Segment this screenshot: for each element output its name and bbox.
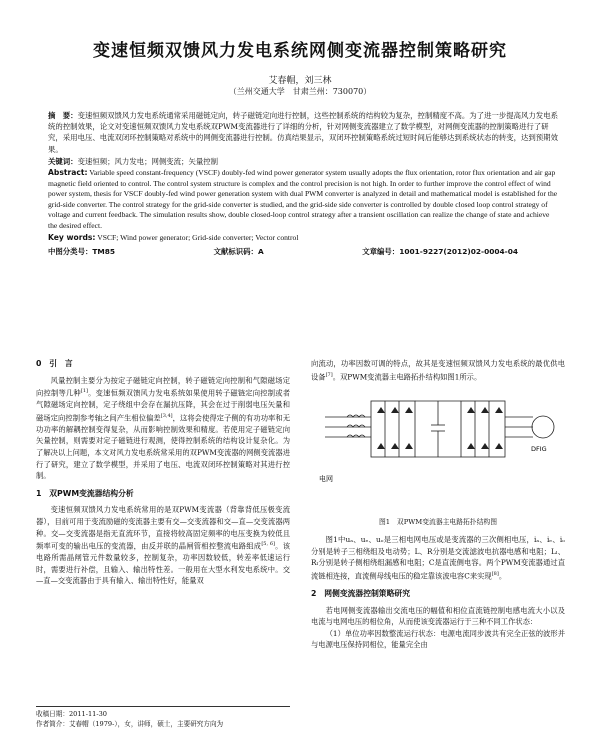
section-1-paragraph: 变速恒频双馈风力发电系统常用的是双PWM变流器（背靠背低压极变流器），目前可用于变流励磁的变流器主要有交—交变流器和交—直—交变流器两种。交—交变流器是指无直流环节，直接将较高固定频率的电压变换为较低且频率可变的输出电压的变流器，由反并联的晶闸管相控整流电路组成[5, 6]。该电路所需晶闸管元件数量较多，控制复杂，功率因数较低，转差率低速运行时，需要进行补偿，且输入、输出特性差。一般用在大型水利发电系统中。交—直—交变流器由于具有输入、输出特性好，能量双 — [36, 505, 290, 586]
right-paragraph-1: 向流动，功率因数可调的特点，故其是变速恒频双馈风力发电系统的最优供电设备[7]。双PWM变流器主电路拓扑结构如图1所示。 — [311, 359, 565, 382]
abstract-en-label: Abstract: — [48, 168, 88, 178]
keywords-en-text: VSCF; Wind power generator; Grid-side converter; Vector control — [97, 232, 299, 242]
section-1-heading: 1 双PWM变流器结构分析 — [36, 488, 134, 498]
generator-label: DFIG — [531, 444, 547, 453]
abstract-cn-text: 变速恒频双馈风力发电系统通常采用磁链定向，转子磁链定向进行控制，这些控制系统的结构较为复杂，控制精度不高。为了进一步提高风力发电系统的控制效果，论文对变速恒频双馈风力发电系统双PWM变流器进行了详细的分析，针对网侧变流器建立了数学模型，对网侧变流器的控制策略进行了研究，采用电压、电流双闭环控制策略对系统中的网侧变流器进行控制。仿真结果显示，双闭环控制策略系统过短时间后能够达到系统状态的转变，达到预期效果。 — [48, 111, 558, 154]
circuit-diagram — [311, 387, 565, 515]
affiliation: （兰州交通大学 甘肃兰州：730070） — [228, 87, 372, 96]
abstract-cn — [48, 110, 560, 155]
citation: [3,4] — [160, 412, 173, 419]
section-0-heading: 0 引 言 — [36, 359, 73, 368]
document-code: 文献标识码：A — [213, 247, 264, 257]
article-number: 文章编号：1001-9227(2012)02-0004-04 — [362, 247, 518, 257]
left-column — [36, 358, 290, 587]
citation: [1] — [80, 388, 88, 395]
section-2-paragraph-1: 若电网侧变流器输出交流电压的幅值和相位直流链控制电感电流大小以及电流与电网电压的相位角，从而使该变流器运行于三种不同工作状态： — [311, 605, 565, 627]
keywords-cn-label: 关键词： — [48, 156, 78, 166]
citation: [7] — [325, 371, 333, 378]
paper-title: 变速恒频双馈风力发电系统网侧变流器控制策略研究 — [93, 41, 507, 61]
footnote-author-bio: 作者简介：艾春帽（1979-），女，讲师，硕士，主要研究方向为 — [36, 720, 224, 728]
figure-1-caption: 图1 双PWM变流器主电路拓扑结构图 — [379, 517, 497, 526]
right-column — [311, 358, 565, 651]
section-0-paragraph: 风量控制主要分为按定子磁链定向控制，转子磁链定向控制和气隙磁场定向控制等几种[1]。变速恒频双馈风力发电系统如果使用转子磁链定向控制或者气隙磁场定向控制，定子绕组中会存在漏抗压降，其会在过于削弱电压矢量和磁场定向控制参考轴之间产生相位偏差[3,4]，这将会使得定子侧的有功功率和无功功率的解耦控制变得复杂，从而影响控制效果和精度。若使用定子磁链定向矢量控制，则需要对定子磁链进行观测，使得控制系统的结构设计复杂化。为了解决以上问题，本文对风力发电系统常采用的双PWM变流器的网侧变流器进行了研究，建立了数学模型，并采用了电压、电流双闭环控制策略对其进行控制。 — [36, 375, 291, 481]
keywords-cn-text: 变速恒频；风力发电；网侧变流；矢量控制 — [77, 156, 219, 166]
section-2-heading: 2 网侧变流器控制策略研究 — [311, 589, 410, 598]
abstract-block — [48, 110, 560, 257]
abstract-cn-label: 摘 要： — [48, 111, 78, 120]
class-number: 中图分类号：TM85 — [48, 247, 116, 257]
grid-label: 电网 — [319, 474, 333, 483]
keywords-en — [48, 233, 560, 244]
footnote-received-date: 收稿日期：2011-11-30 — [36, 710, 107, 718]
citation: [8] — [491, 570, 499, 577]
authors: 艾春帽，刘三林 — [268, 76, 332, 86]
figure-1-circuit — [311, 387, 565, 515]
article-meta — [48, 246, 518, 257]
abstract-en-text: Variable speed constant-frequency (VSCF) doubly-fed wind power generator system usually adopts the flux orientation, rotor flux orientation and air gap magnetic field oriented to control. The control system structure is complex and the control precision is not high. In order to further improve the control effect of wind power system, thesis for VSCF doubly-fed wind power generation system with dual PWM converter is analyzed in detail and mathematical model is established for the grid-side converter. The control strategy for the grid-side converter is studied, and the grid-side side converter is controlled by double closed loop control strategy of voltage and current feedback. The simulation results show, double closed-loop control strategy after a transient oscillation can realize the change of state and achieve the desired effect. — [48, 168, 558, 230]
keywords-cn — [48, 156, 560, 167]
abstract-en — [48, 168, 560, 232]
citation: [5, 6] — [261, 541, 275, 548]
footnote — [36, 706, 290, 729]
section-2-paragraph-2: （1）单位功率因数整流运行状态：电源电流同步波共有完全正弦的波形并与电源电压保持同相位，能量完全由 — [311, 628, 565, 650]
keywords-en-label: Key words: — [48, 232, 96, 242]
right-paragraph-2: 图1中uₐ、uₑ、uₒ是三相电网电压或是变流器的三次侧相电压，iₐ、iₑ、iₒ分别是转子三相绕组及电动势；L、R分别是交流滤波电抗器电感和电阻；Lₗ、Rₗ分别是转子侧相绕组漏感和电阻；C是直流侧电容。两个PWM变流器通过直流链相连接，直流侧母线电压的稳定靠该波电容C来实现[8]。 — [311, 535, 565, 581]
